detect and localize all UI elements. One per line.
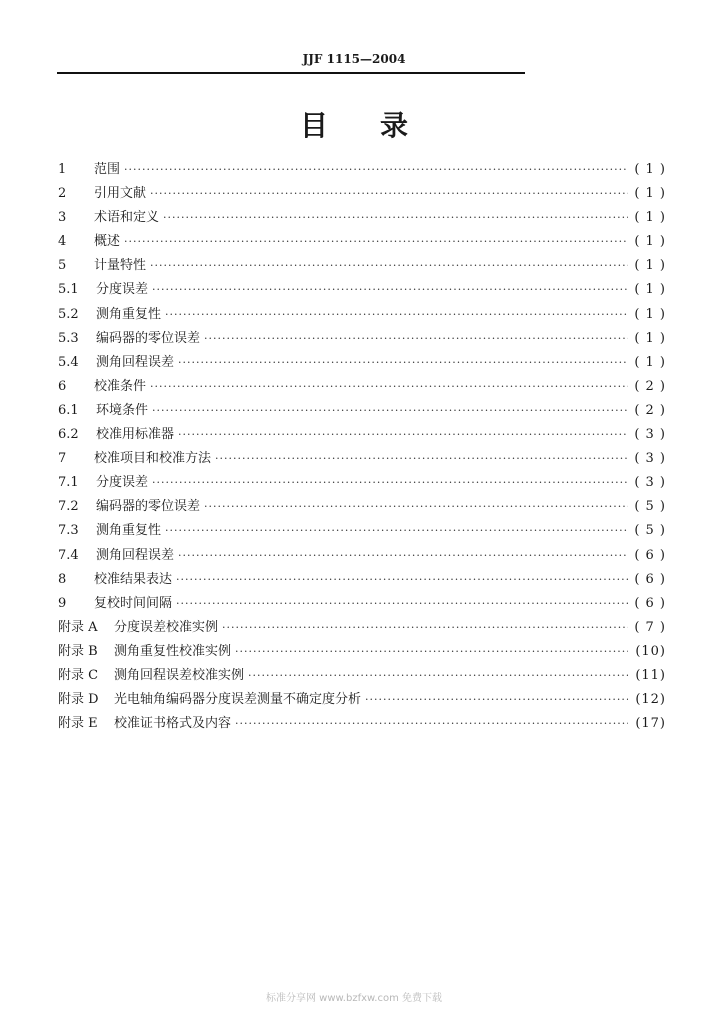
toc-entry[interactable] xyxy=(58,712,666,736)
toc-entry[interactable] xyxy=(58,278,666,302)
toc-entry[interactable] xyxy=(58,616,666,640)
toc-entry[interactable] xyxy=(58,519,666,543)
toc-dot-leader xyxy=(176,592,628,616)
toc-entry-label: 校准条件 xyxy=(94,378,147,394)
toc-entry-page: ( 1 ) xyxy=(634,210,666,226)
toc-entry-label: 编码器的零位误差 xyxy=(96,330,201,346)
toc-entry-number: 3 xyxy=(58,210,67,226)
toc-entry-label: 分度误差 xyxy=(96,282,149,298)
toc-entry-number: 5.1 xyxy=(58,282,79,298)
toc-dot-leader xyxy=(235,712,628,736)
toc-dot-leader xyxy=(152,278,628,302)
toc-entry-number: 7.1 xyxy=(58,475,79,491)
toc-entry-label: 环境条件 xyxy=(96,402,149,418)
toc-entry-number: 6.1 xyxy=(58,402,79,418)
toc-entry-number: 5.2 xyxy=(58,306,79,322)
toc-entry-number: 5.3 xyxy=(58,330,79,346)
header-rule xyxy=(57,72,525,74)
toc-entry-page: (11) xyxy=(635,667,666,683)
toc-entry-label: 测角回程误差 xyxy=(96,547,175,563)
toc-entry-label: 引用文献 xyxy=(94,186,147,202)
toc-entry[interactable] xyxy=(58,182,666,206)
toc-entry-number: 6 xyxy=(58,378,67,394)
toc-dot-leader xyxy=(152,399,628,423)
toc-entry[interactable] xyxy=(58,447,666,471)
toc-dot-leader xyxy=(178,351,628,375)
toc-entry-page: ( 1 ) xyxy=(634,258,666,274)
toc-dot-leader xyxy=(152,471,628,495)
toc-entry-label: 测角重复性 xyxy=(96,306,162,322)
toc-entry-number: 附录 B xyxy=(58,643,98,659)
toc-dot-leader xyxy=(150,375,628,399)
toc-entry[interactable] xyxy=(58,206,666,230)
toc-entry-number: 9 xyxy=(58,595,67,611)
toc-entry-label: 分度误差 xyxy=(96,475,149,491)
toc-entry-number: 附录 E xyxy=(58,716,98,732)
toc-entry-label: 概述 xyxy=(94,234,121,250)
watermark-footer: 标准分享网 www.bzfxw.com 免费下载 xyxy=(266,993,442,1004)
toc-entry-label: 编码器的零位误差 xyxy=(96,499,201,515)
toc-entry-label: 测角重复性 xyxy=(96,523,162,539)
toc-dot-leader xyxy=(235,640,628,664)
toc-dot-leader xyxy=(222,616,628,640)
toc-dot-leader xyxy=(163,206,628,230)
toc-entry-page: ( 1 ) xyxy=(634,186,666,202)
toc-entry-page: ( 6 ) xyxy=(634,571,666,587)
toc-entry[interactable] xyxy=(58,544,666,568)
toc-entry-label: 校准项目和校准方法 xyxy=(94,451,212,467)
toc-entry-page: ( 1 ) xyxy=(634,162,666,177)
document-code-header: JJF 1115—2004 xyxy=(302,52,406,66)
toc-entry[interactable] xyxy=(58,568,666,592)
toc-dot-leader xyxy=(248,664,628,688)
toc-entry-label: 范围 xyxy=(94,162,121,177)
toc-entry-page: ( 6 ) xyxy=(634,595,666,611)
toc-dot-leader xyxy=(178,544,628,568)
toc-entry-label: 光电轴角编码器分度误差测量不确定度分析 xyxy=(114,692,362,708)
toc-entry-label: 校准用标准器 xyxy=(96,427,175,443)
toc-entry[interactable] xyxy=(58,158,666,182)
toc-entry-number: 7.2 xyxy=(58,499,79,515)
toc-dot-leader xyxy=(176,568,628,592)
toc-entry[interactable] xyxy=(58,688,666,712)
toc-entry-number: 2 xyxy=(58,186,67,202)
toc-entry-number: 8 xyxy=(58,571,67,587)
toc-entry-number: 7.3 xyxy=(58,523,79,539)
toc-dot-leader xyxy=(178,423,628,447)
toc-dot-leader xyxy=(204,327,628,351)
toc-entry-label: 复校时间间隔 xyxy=(94,595,173,611)
toc-entry-page: ( 1 ) xyxy=(634,306,666,322)
toc-entry-number: 5 xyxy=(58,258,67,274)
toc-entry[interactable] xyxy=(58,664,666,688)
toc-entry[interactable] xyxy=(58,230,666,254)
toc-entry-number: 6.2 xyxy=(58,427,79,443)
toc-entry[interactable] xyxy=(58,399,666,423)
toc-entry-label: 术语和定义 xyxy=(94,210,160,226)
toc-entry-page: ( 5 ) xyxy=(634,499,666,515)
toc-entry[interactable] xyxy=(58,375,666,399)
toc-entry[interactable] xyxy=(58,640,666,664)
toc-entry[interactable] xyxy=(58,303,666,327)
toc-entry-page: (10) xyxy=(635,643,666,659)
toc-entry-page: ( 1 ) xyxy=(634,354,666,370)
toc-entry-page: ( 2 ) xyxy=(634,402,666,418)
toc-entry-page: ( 7 ) xyxy=(634,619,666,635)
toc-entry-page: (12) xyxy=(635,692,666,708)
toc-entry-label: 测角重复性校准实例 xyxy=(114,643,232,659)
toc-entry-page: ( 3 ) xyxy=(634,475,666,491)
toc-dot-leader xyxy=(150,254,628,278)
toc-dot-leader xyxy=(204,495,628,519)
toc-entry[interactable] xyxy=(58,351,666,375)
toc-entry-number: 附录 A xyxy=(58,619,98,635)
toc-entry-number: 附录 C xyxy=(58,667,99,683)
toc-entry-number: 5.4 xyxy=(58,354,79,370)
toc-entry-number: 1 xyxy=(58,162,67,177)
toc-entry-page: ( 3 ) xyxy=(634,451,666,467)
toc-entry[interactable] xyxy=(58,471,666,495)
toc-entry-label: 计量特性 xyxy=(94,258,147,274)
toc-entry[interactable] xyxy=(58,327,666,351)
toc-entry-number: 附录 D xyxy=(58,692,99,708)
toc-entry-label: 测角回程误差校准实例 xyxy=(114,667,245,683)
toc-dot-leader xyxy=(165,303,628,327)
page-title: 目录 xyxy=(299,109,460,142)
toc-entry-page: ( 1 ) xyxy=(634,282,666,298)
toc-dot-leader xyxy=(150,182,628,206)
toc-dot-leader xyxy=(215,447,628,471)
toc-entry-page: ( 6 ) xyxy=(634,547,666,563)
toc-entry-page: ( 1 ) xyxy=(634,234,666,250)
toc-entry-page: ( 1 ) xyxy=(634,330,666,346)
toc-entry-page: ( 3 ) xyxy=(634,427,666,443)
toc-entry-number: 7 xyxy=(58,451,67,467)
toc-entry-label: 分度误差校准实例 xyxy=(114,619,219,635)
toc-entry-page: ( 5 ) xyxy=(634,523,666,539)
toc-dot-leader xyxy=(165,519,628,543)
toc-entry-label: 测角回程误差 xyxy=(96,354,175,370)
toc-entry[interactable] xyxy=(58,423,666,447)
table-of-contents xyxy=(58,158,666,736)
toc-dot-leader xyxy=(124,230,628,254)
toc-entry-page: ( 2 ) xyxy=(634,378,666,394)
toc-entry-number: 4 xyxy=(58,234,67,250)
toc-entry-label: 校准结果表达 xyxy=(94,571,173,587)
toc-entry[interactable] xyxy=(58,592,666,616)
toc-entry-page: (17) xyxy=(635,716,666,732)
toc-entry-number: 7.4 xyxy=(58,547,79,563)
toc-entry[interactable] xyxy=(58,495,666,519)
toc-dot-leader xyxy=(365,688,628,712)
toc-entry-label: 校准证书格式及内容 xyxy=(114,716,232,732)
toc-entry[interactable] xyxy=(58,254,666,278)
toc-dot-leader xyxy=(124,158,628,182)
